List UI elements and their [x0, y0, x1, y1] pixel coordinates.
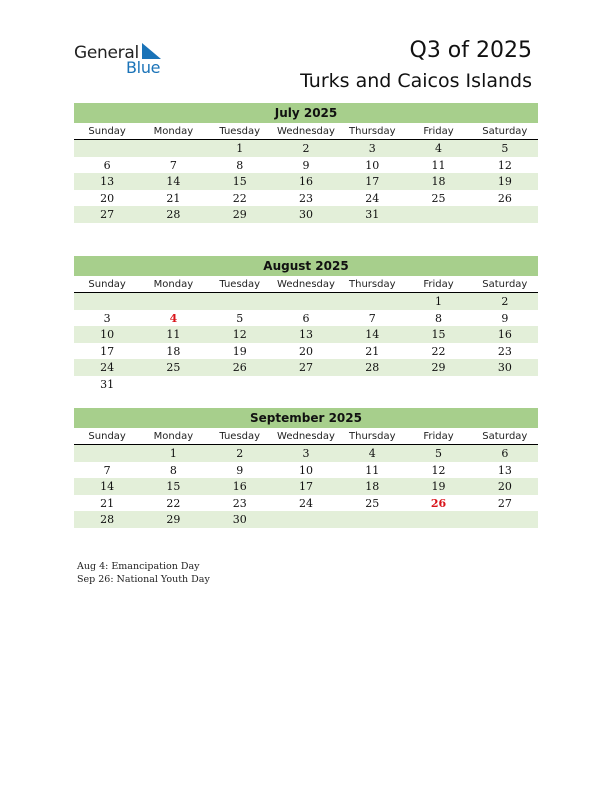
holiday-note: Sep 26: National Youth Day	[77, 574, 210, 585]
weekday-label: Friday	[423, 279, 454, 290]
day-cell: 1	[435, 295, 443, 308]
day-cell: 7	[103, 463, 111, 477]
day-cell: 29	[431, 361, 446, 374]
brand-logo	[74, 43, 174, 77]
weekday-label: Thursday	[349, 126, 396, 137]
day-cell: 2	[302, 142, 310, 155]
day-cell: 22	[166, 496, 181, 510]
month-header: July 2025	[74, 103, 538, 123]
week-row	[74, 293, 538, 310]
day-cell: 17	[100, 344, 115, 358]
holiday-notes	[77, 560, 210, 586]
day-cell: 24	[100, 361, 115, 374]
day-cell: 25	[431, 191, 446, 205]
week-row	[74, 478, 538, 495]
empty-day-cell	[74, 445, 140, 462]
day-cell: 31	[100, 377, 115, 391]
week-row	[74, 140, 538, 157]
weekday-label: Thursday	[349, 279, 396, 290]
week-row	[74, 206, 538, 223]
day-cell: 4	[368, 447, 376, 460]
day-cell: 12	[431, 463, 446, 477]
weekday-label: Tuesday	[219, 126, 261, 137]
day-cell: 11	[431, 158, 446, 172]
day-cell: 18	[365, 480, 380, 493]
day-cell: 11	[166, 328, 181, 341]
weekday-label: Sunday	[88, 431, 126, 442]
day-cell: 11	[365, 463, 380, 477]
day-cell: 18	[166, 344, 181, 358]
empty-day-cell	[140, 293, 206, 310]
day-cell: 3	[103, 311, 111, 325]
day-cell: 10	[365, 158, 380, 172]
day-cell: 22	[431, 344, 446, 358]
holiday-day-cell: 4	[169, 311, 178, 325]
weekday-label: Saturday	[482, 126, 528, 137]
week-row	[74, 190, 538, 207]
empty-day-cell	[472, 376, 538, 393]
empty-day-cell	[207, 376, 273, 393]
day-cell: 7	[169, 158, 177, 172]
weekday-label: Monday	[153, 431, 194, 442]
brand-word-general: General	[74, 43, 139, 63]
flag-icon	[140, 43, 162, 59]
day-cell: 1	[169, 447, 177, 460]
weekday-label: Sunday	[88, 126, 126, 137]
day-cell: 28	[365, 361, 380, 374]
weekday-label: Friday	[423, 126, 454, 137]
day-cell: 17	[298, 480, 313, 493]
empty-day-cell	[405, 376, 471, 393]
weekday-label: Wednesday	[277, 279, 335, 290]
empty-day-cell	[405, 511, 471, 528]
empty-day-cell	[472, 511, 538, 528]
day-cell: 1	[236, 142, 244, 155]
weekday-header-row	[74, 276, 538, 293]
empty-day-cell	[273, 511, 339, 528]
week-row	[74, 445, 538, 462]
day-cell: 6	[103, 158, 111, 172]
day-cell: 8	[236, 158, 244, 172]
weekday-label: Saturday	[482, 431, 528, 442]
day-cell: 21	[365, 344, 380, 358]
day-cell: 24	[365, 191, 380, 205]
day-cell: 29	[232, 208, 247, 221]
day-cell: 5	[501, 142, 509, 155]
day-cell: 20	[497, 480, 512, 493]
weekday-label: Tuesday	[219, 431, 261, 442]
day-cell: 15	[431, 328, 446, 341]
day-cell: 12	[232, 328, 247, 341]
day-cell: 26	[497, 191, 512, 205]
day-cell: 2	[501, 295, 509, 308]
weekday-label: Monday	[153, 126, 194, 137]
day-cell: 16	[497, 328, 512, 341]
weekday-label: Wednesday	[277, 126, 335, 137]
month-header: August 2025	[74, 256, 538, 276]
empty-day-cell	[140, 140, 206, 157]
page-subtitle: Turks and Caicos Islands	[300, 70, 532, 92]
month-calendar	[74, 256, 538, 392]
week-row	[74, 173, 538, 190]
day-cell: 25	[166, 361, 181, 374]
day-cell: 20	[100, 191, 115, 205]
day-cell: 24	[298, 496, 313, 510]
empty-day-cell	[273, 293, 339, 310]
empty-day-cell	[339, 376, 405, 393]
day-cell: 25	[365, 496, 380, 510]
week-row	[74, 326, 538, 343]
week-row	[74, 495, 538, 512]
day-cell: 6	[501, 447, 509, 460]
brand-word-blue: Blue	[126, 58, 161, 77]
day-cell: 21	[100, 496, 115, 510]
day-cell: 20	[298, 344, 313, 358]
day-cell: 18	[431, 175, 446, 188]
month-calendar	[74, 103, 538, 223]
empty-day-cell	[74, 293, 140, 310]
day-cell: 8	[435, 311, 443, 325]
day-cell: 21	[166, 191, 181, 205]
empty-day-cell	[273, 376, 339, 393]
day-cell: 7	[368, 311, 376, 325]
day-cell: 28	[100, 513, 115, 526]
day-cell: 9	[501, 311, 509, 325]
day-cell: 19	[497, 175, 512, 188]
empty-day-cell	[207, 293, 273, 310]
day-cell: 4	[435, 142, 443, 155]
day-cell: 8	[169, 463, 177, 477]
day-cell: 9	[236, 463, 244, 477]
day-cell: 16	[232, 480, 247, 493]
day-cell: 15	[166, 480, 181, 493]
day-cell: 6	[302, 311, 310, 325]
page-title: Q3 of 2025	[409, 38, 532, 63]
weekday-label: Sunday	[88, 279, 126, 290]
day-cell: 3	[302, 447, 310, 460]
holiday-note: Aug 4: Emancipation Day	[77, 561, 200, 572]
week-row	[74, 376, 538, 393]
day-cell: 23	[497, 344, 512, 358]
holiday-day-cell: 26	[430, 496, 447, 510]
day-cell: 17	[365, 175, 380, 188]
day-cell: 27	[298, 361, 313, 374]
day-cell: 5	[435, 447, 443, 460]
day-cell: 31	[365, 208, 380, 221]
weekday-label: Thursday	[349, 431, 396, 442]
day-cell: 5	[236, 311, 244, 325]
day-cell: 30	[232, 513, 247, 526]
day-cell: 13	[100, 175, 115, 188]
empty-day-cell	[339, 293, 405, 310]
day-cell: 15	[232, 175, 247, 188]
empty-day-cell	[472, 206, 538, 223]
weekday-label: Saturday	[482, 279, 528, 290]
day-cell: 26	[232, 361, 247, 374]
day-cell: 19	[232, 344, 247, 358]
day-cell: 3	[368, 142, 376, 155]
day-cell: 27	[100, 208, 115, 221]
day-cell: 22	[232, 191, 247, 205]
day-cell: 23	[232, 496, 247, 510]
weekday-header-row	[74, 123, 538, 140]
day-cell: 10	[100, 328, 115, 341]
day-cell: 10	[298, 463, 313, 477]
week-row	[74, 511, 538, 528]
weekday-header-row	[74, 428, 538, 445]
day-cell: 9	[302, 158, 310, 172]
day-cell: 27	[497, 496, 512, 510]
day-cell: 28	[166, 208, 181, 221]
day-cell: 14	[166, 175, 181, 188]
empty-day-cell	[405, 206, 471, 223]
week-row	[74, 462, 538, 479]
week-row	[74, 343, 538, 360]
day-cell: 16	[298, 175, 313, 188]
day-cell: 30	[497, 361, 512, 374]
weekday-label: Friday	[423, 431, 454, 442]
day-cell: 2	[236, 447, 244, 460]
day-cell: 23	[298, 191, 313, 205]
empty-day-cell	[140, 376, 206, 393]
empty-day-cell	[74, 140, 140, 157]
empty-day-cell	[339, 511, 405, 528]
weekday-label: Wednesday	[277, 431, 335, 442]
day-cell: 14	[365, 328, 380, 341]
week-row	[74, 359, 538, 376]
month-header: September 2025	[74, 408, 538, 428]
day-cell: 19	[431, 480, 446, 493]
day-cell: 29	[166, 513, 181, 526]
month-calendar	[74, 408, 538, 528]
day-cell: 30	[298, 208, 313, 221]
day-cell: 13	[298, 328, 313, 341]
weekday-label: Tuesday	[219, 279, 261, 290]
week-row	[74, 310, 538, 327]
day-cell: 14	[100, 480, 115, 493]
day-cell: 12	[497, 158, 512, 172]
day-cell: 13	[497, 463, 512, 477]
weekday-label: Monday	[153, 279, 194, 290]
week-row	[74, 157, 538, 174]
